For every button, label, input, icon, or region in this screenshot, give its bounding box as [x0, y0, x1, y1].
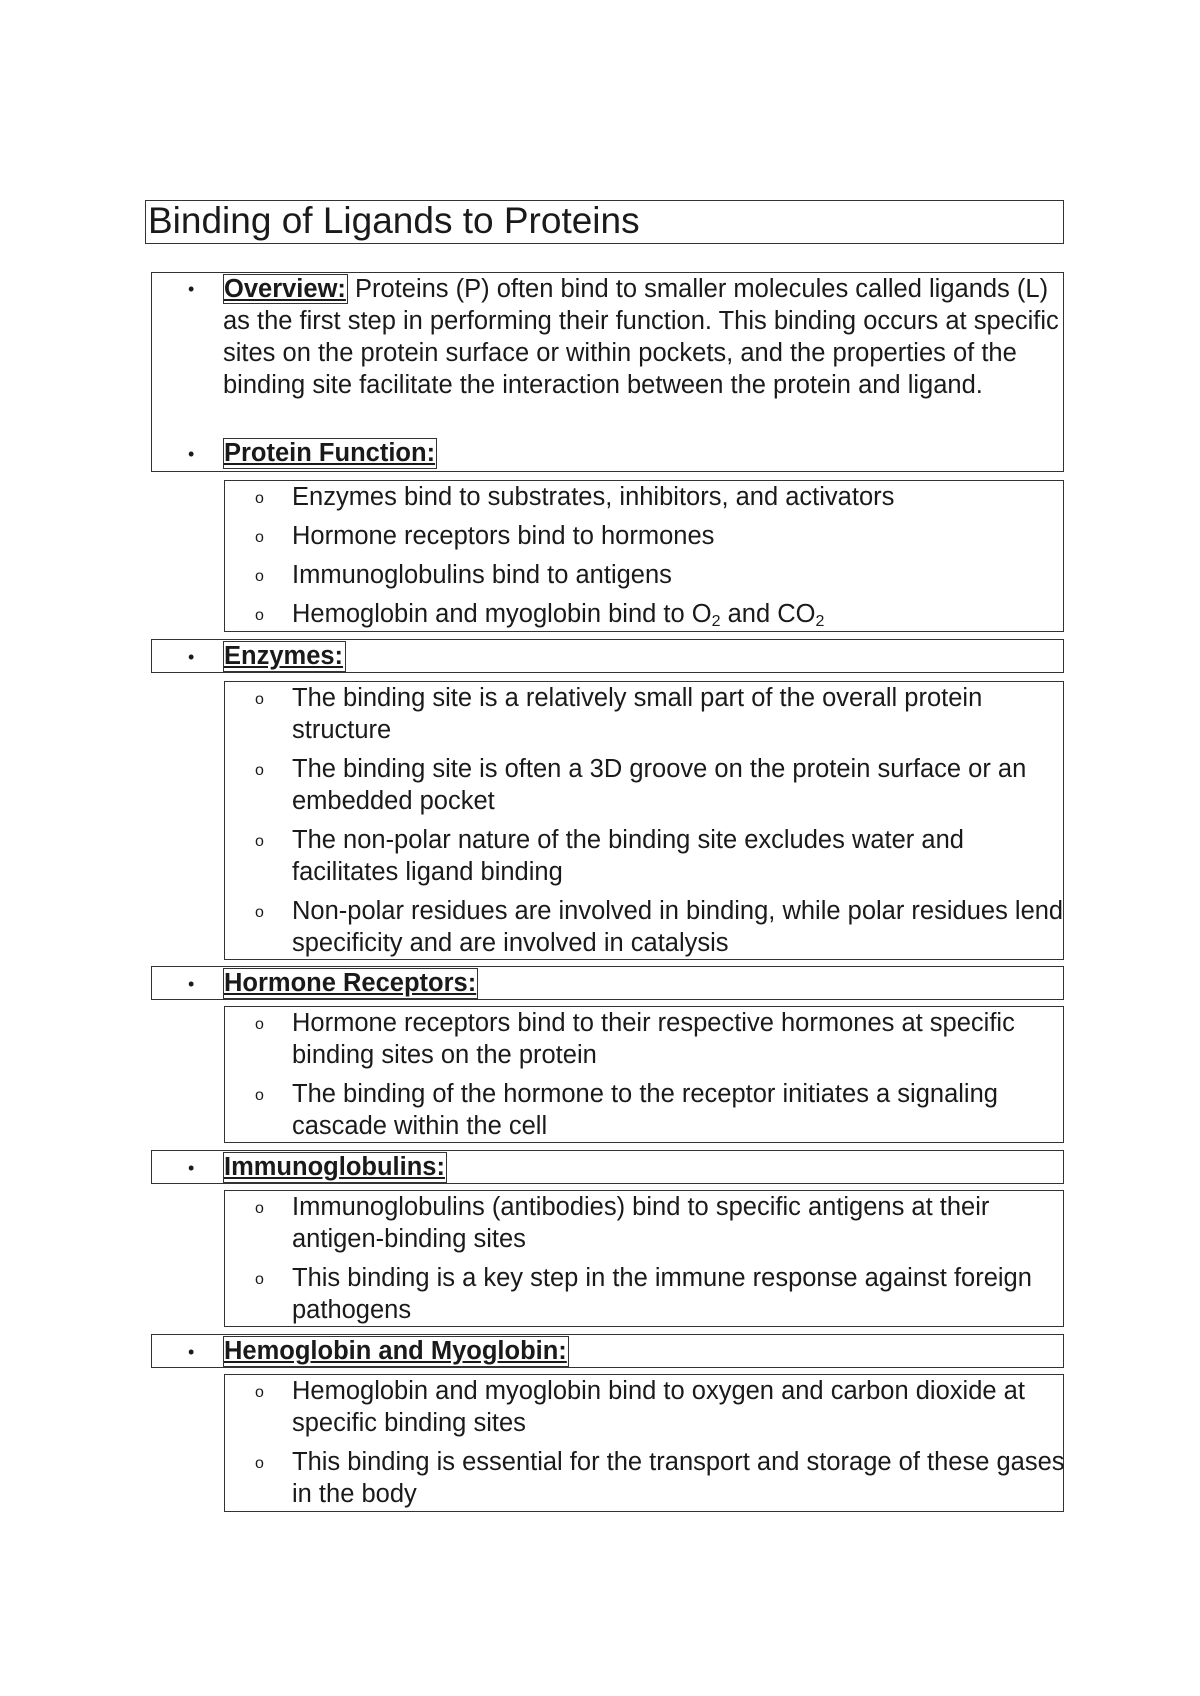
sub-bullet-icon: o	[255, 762, 264, 779]
protein-function-list	[224, 481, 1072, 630]
hemoglobin-label: Hemoglobin and Myoglobin:	[224, 1337, 567, 1365]
list-item: o The binding site is a relatively small part of the overall protein structure	[255, 684, 983, 744]
sub-bullet-icon: o	[255, 1200, 264, 1217]
sub-bullet-icon: o	[255, 1271, 264, 1288]
sub-bullet-icon: o	[255, 490, 264, 507]
bullet-icon: •	[188, 1342, 195, 1362]
overview-paragraph	[223, 273, 1073, 401]
list-item: o This binding is essential for the transport and storage of these gases in the body	[255, 1448, 1065, 1508]
list-item: o Hormone receptors bind to hormones	[224, 520, 1072, 552]
sub-bullet-icon: o	[255, 568, 264, 585]
list-item: o The non-polar nature of the binding site excludes water and facilitates ligand binding	[255, 826, 964, 886]
sub-bullet-icon: o	[255, 1016, 264, 1033]
list-item: o Immunoglobulins bind to antigens	[224, 559, 1072, 591]
sub-bullet-icon: o	[255, 691, 264, 708]
immunoglobulins-list	[224, 1191, 1072, 1326]
list-item: o The binding site is often a 3D groove on the protein surface or an embedded pocket	[255, 755, 1027, 815]
sub-bullet-icon: o	[255, 904, 264, 921]
list-item: o Immunoglobulins (antibodies) bind to specific antigens at their antigen-binding sites	[255, 1193, 990, 1253]
page-title: Binding of Ligands to Proteins	[145, 200, 1064, 244]
bullet-icon: •	[188, 444, 195, 464]
list-item: o Non-polar residues are involved in binding, while polar residues lend specificity and are involved in catalysis	[255, 897, 1064, 957]
list-item: o Hormone receptors bind to their respective hormones at specific binding sites on the protein	[255, 1009, 1015, 1069]
sub-bullet-icon: o	[255, 529, 264, 546]
enzymes-label: Enzymes:	[223, 641, 346, 672]
list-item: o Hemoglobin and myoglobin bind to $O_2$ and $CO_2$	[255, 600, 825, 630]
hormone-receptors-label: Hormone Receptors:	[224, 969, 477, 997]
list-item: o This binding is a key step in the immune response against foreign pathogens	[255, 1264, 1032, 1324]
sub-bullet-icon: o	[255, 1455, 264, 1472]
protein-function-label: Protein Function:	[224, 439, 436, 467]
list-item: o The binding of the hormone to the receptor initiates a signaling cascade within the cell	[255, 1080, 998, 1140]
list-item: o Enzymes bind to substrates, inhibitors, and activators	[224, 481, 1072, 513]
overview-text: Proteins (P) often bind to smaller molecules called ligands (L) as the first step in performing their function. This binding occurs at specific sites on the protein surface or within pockets, and the properties of the binding site facilitate the interaction between the protein and ligand.	[223, 275, 1059, 399]
bullet-icon: •	[188, 647, 195, 667]
sub-bullet-icon: o	[255, 833, 264, 850]
bullet-icon: •	[188, 279, 195, 299]
overview-label: Overview:	[224, 275, 346, 303]
bullet-icon: •	[188, 974, 195, 994]
sub-bullet-icon: o	[255, 1384, 264, 1401]
sub-bullet-icon: o	[255, 1087, 264, 1104]
immunoglobulins-label: Immunoglobulins:	[224, 1153, 445, 1181]
enzymes-list	[224, 682, 1092, 959]
hormone-receptors-list	[224, 1007, 1072, 1142]
hemoglobin-list	[224, 1375, 1072, 1510]
sub-bullet-icon: o	[255, 607, 264, 624]
bullet-icon: •	[188, 1158, 195, 1178]
list-item: o Hemoglobin and myoglobin bind to oxygen and carbon dioxide at specific binding sites	[255, 1377, 1025, 1437]
